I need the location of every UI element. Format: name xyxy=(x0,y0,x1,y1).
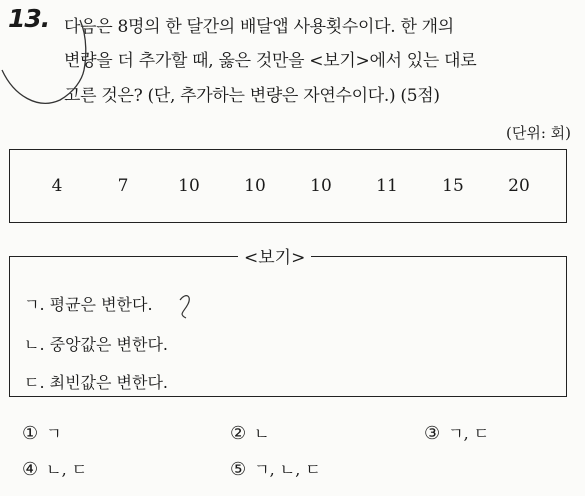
statement-digeut: ㄷ. 최빈값은 변한다. xyxy=(24,373,168,392)
question-text-line-2: 변량을 더 추가할 때, 옳은 것만을 <보기>에서 있는 대로 xyxy=(64,51,477,71)
option-2[interactable] xyxy=(230,421,270,444)
question-text-line-3: 고른 것은? (단, 추가하는 변량은 자연수이다.) (5점) xyxy=(64,86,440,106)
option-3[interactable] xyxy=(424,421,489,444)
option-5-mark: ⑤ xyxy=(230,459,247,480)
option-4-mark: ④ xyxy=(22,459,39,480)
statement-nieun: ㄴ. 중앙값은 변한다. xyxy=(24,335,168,354)
option-5[interactable] xyxy=(230,457,321,480)
option-1-text: ㄱ xyxy=(46,424,62,443)
data-value: 15 xyxy=(442,176,464,196)
data-table xyxy=(9,149,567,223)
data-value: 7 xyxy=(117,176,129,196)
unit-label: (단위: 회) xyxy=(506,124,571,142)
data-value: 10 xyxy=(244,176,266,196)
option-5-text: ㄱ, ㄴ, ㄷ xyxy=(254,460,321,479)
data-value: 10 xyxy=(310,176,332,196)
option-3-mark: ③ xyxy=(424,423,441,444)
option-3-text: ㄱ, ㄷ xyxy=(448,424,490,443)
data-value: 11 xyxy=(376,176,398,196)
data-value: 4 xyxy=(51,176,63,196)
option-1-mark: ① xyxy=(22,423,39,444)
data-value: 10 xyxy=(178,176,200,196)
option-2-mark: ② xyxy=(230,423,247,444)
option-4-text: ㄴ, ㄷ xyxy=(46,460,88,479)
option-1[interactable] xyxy=(22,421,62,444)
option-2-text: ㄴ xyxy=(254,424,270,443)
statement-giyeok: ㄱ. 평균은 변한다. xyxy=(24,295,153,314)
bogi-title: <보기> xyxy=(238,243,311,268)
question-number: 13. xyxy=(8,4,50,33)
question-text-line-1: 다음은 8명의 한 달간의 배달앱 사용횟수이다. 한 개의 xyxy=(64,17,454,37)
data-value: 20 xyxy=(508,176,530,196)
option-4[interactable] xyxy=(22,457,87,480)
